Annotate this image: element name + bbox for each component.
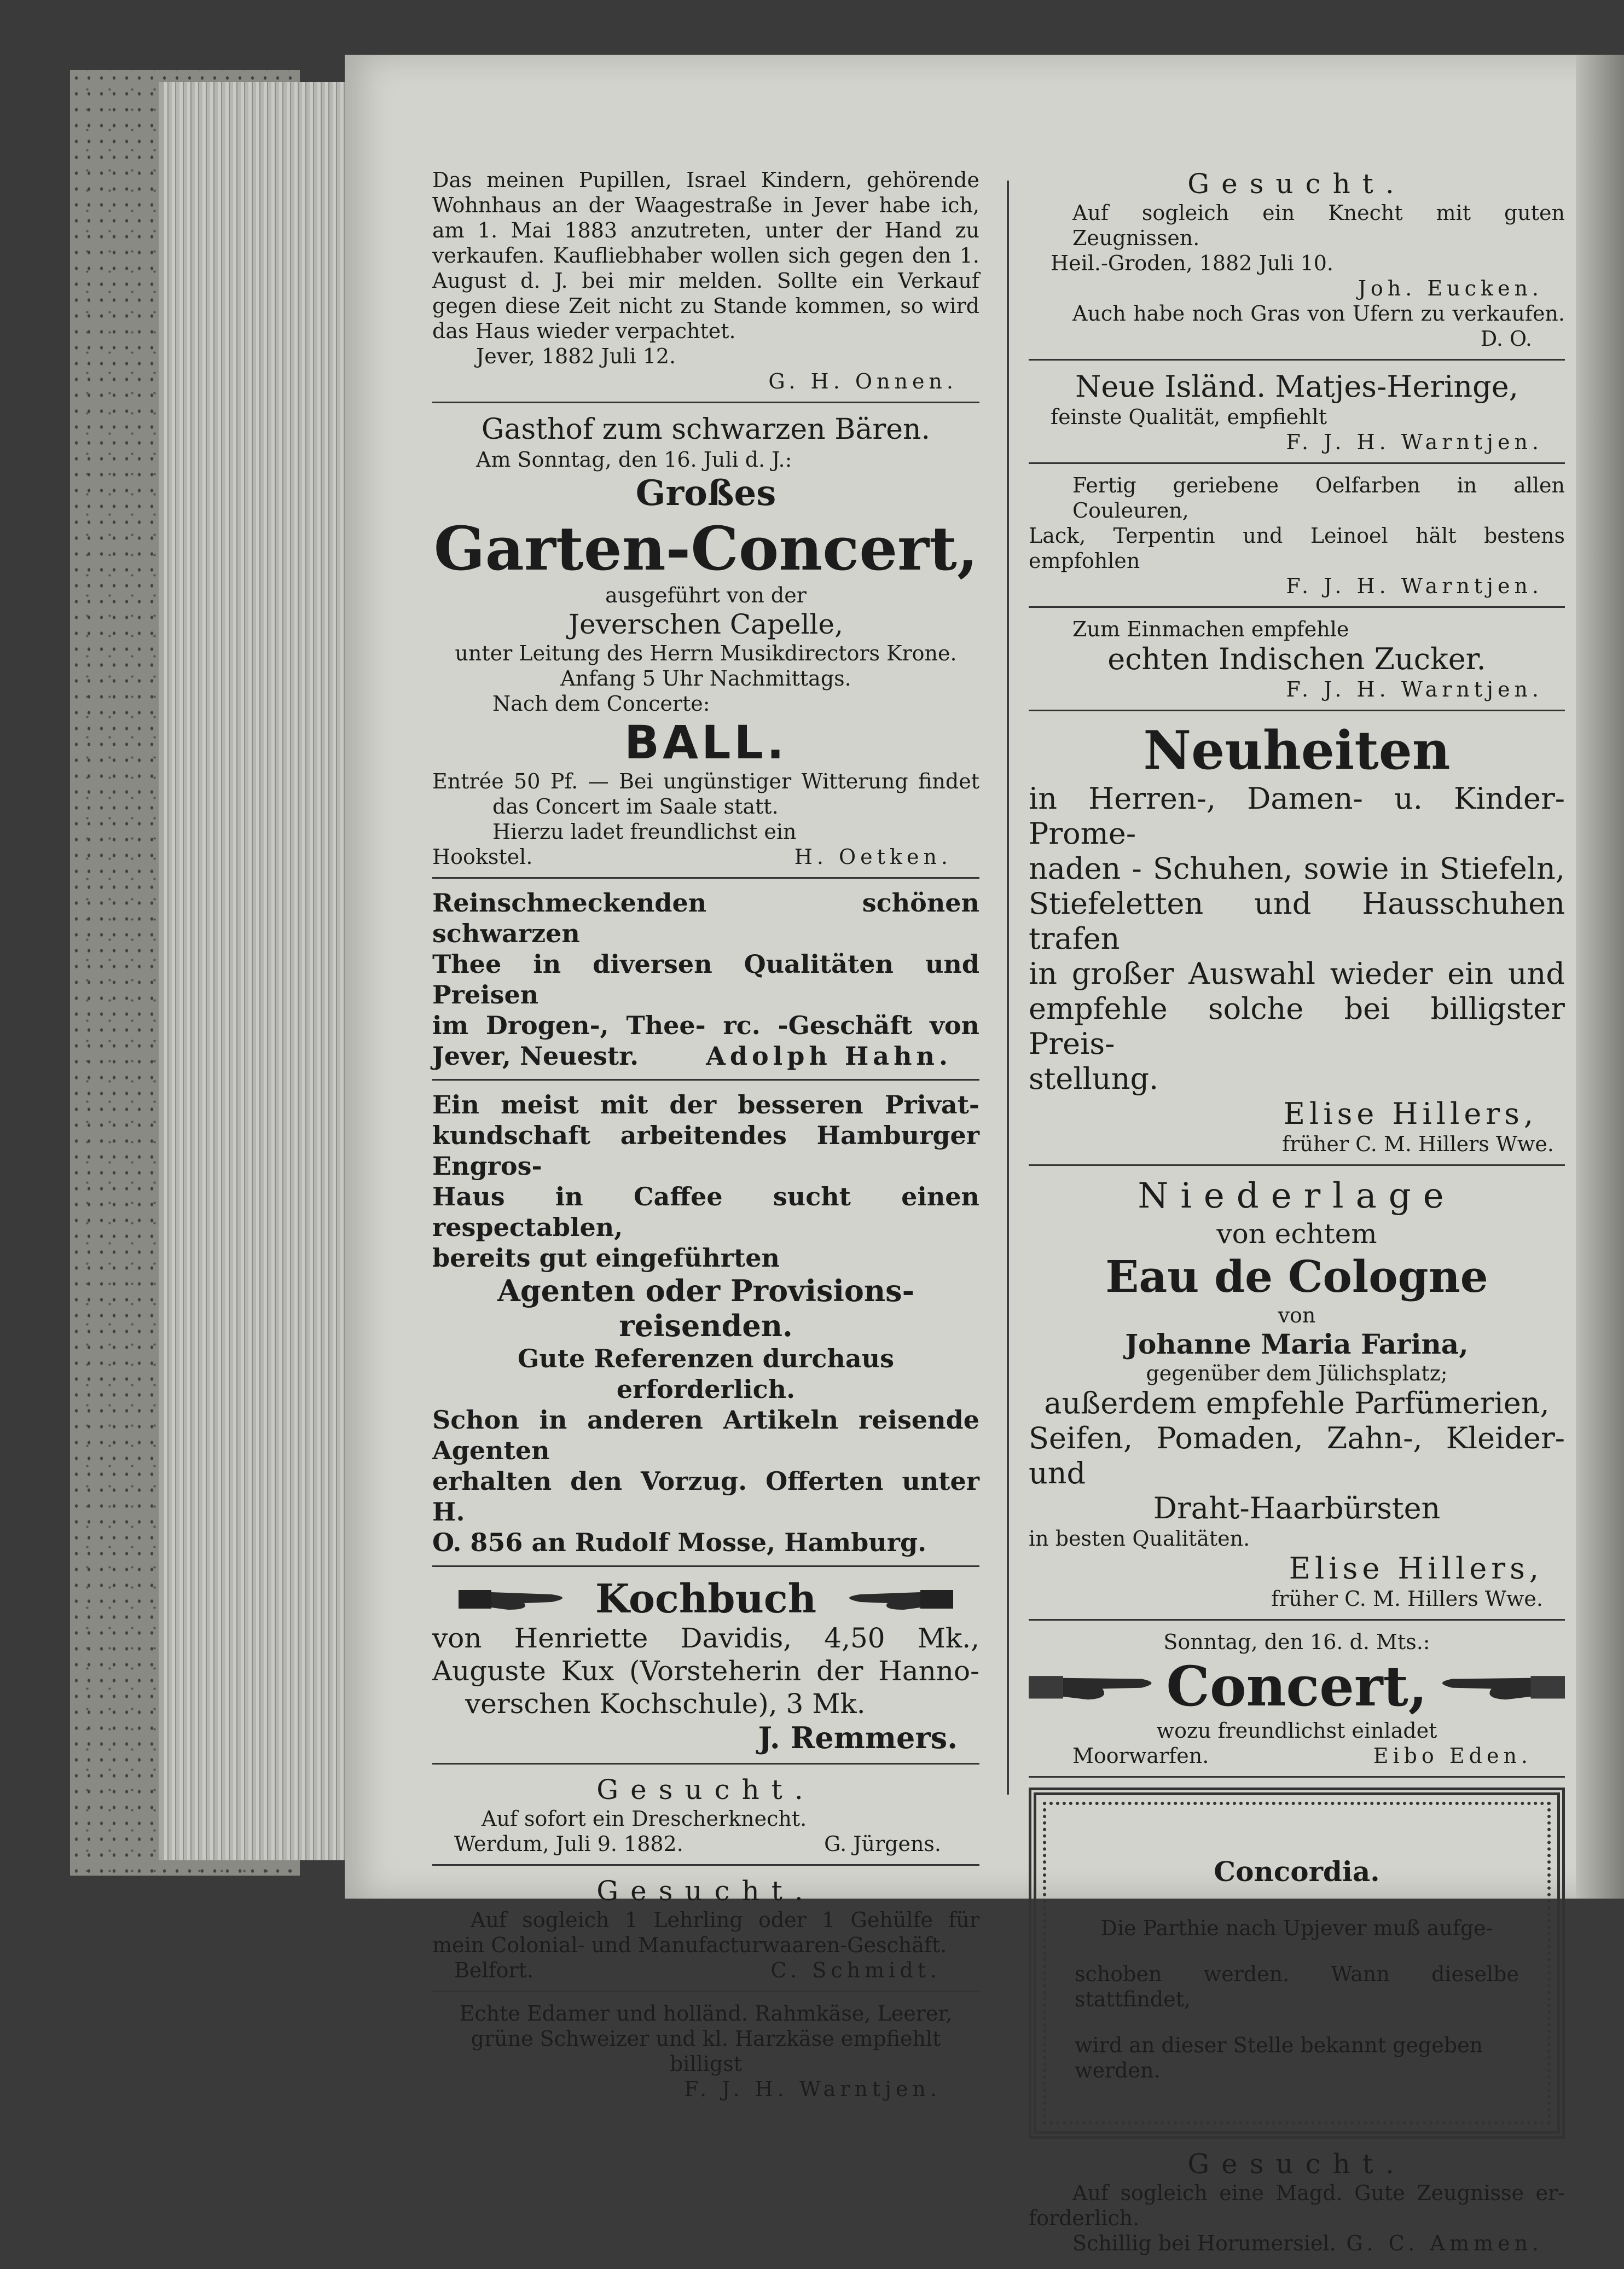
concert-leader: unter Leitung des Herrn Musikdirectors Krone.	[455, 641, 957, 665]
signature: Elise Hillers,	[1289, 1551, 1543, 1586]
text-line: Reinschmeckenden schönen schwarzen	[432, 888, 979, 948]
pointing-hand-left-icon	[1428, 1662, 1565, 1711]
ad-cologne	[1029, 1171, 1565, 1621]
concordia-box	[1058, 1812, 1535, 2115]
concert-after: Nach dem Concerte:	[492, 692, 710, 716]
signature: F. J. H. Warntjen.	[684, 2077, 941, 2101]
text-line: Echte Edamer und holländ. Rahmkäse, Leerer,	[459, 2001, 953, 2026]
sign-row	[1029, 2231, 1565, 2256]
text-line: Thee in diversen Qualitäten und Preisen	[432, 949, 979, 1009]
sign-row	[432, 1041, 979, 1071]
kochbuch-title: Kochbuch	[595, 1575, 817, 1622]
text-line: Draht-Haarbürsten	[1153, 1491, 1441, 1525]
place: Heil.-Groden, 1882 Juli 10.	[1051, 251, 1334, 275]
invite: wozu freundlichst einladet	[1156, 1719, 1437, 1743]
text-line: kundschaft arbeitendes Hamburger Engros-	[432, 1121, 979, 1181]
text-line: Fertig geriebene Oelfarben in allen Couleuren,	[1072, 473, 1565, 523]
text-line: in besten Qualitäten.	[1029, 1527, 1250, 1551]
text-line: in Herren-, Damen- u. Kinder-Prome-	[1029, 781, 1565, 851]
page-fold	[1576, 55, 1624, 1899]
pointing-hand-right-icon	[459, 1582, 579, 1615]
place: Hookstel.	[432, 845, 533, 869]
ball-title: BALL.	[624, 716, 787, 769]
text-line: Zum Einmachen empfehle	[1072, 617, 1349, 641]
pointing-hand-left-icon	[833, 1582, 953, 1615]
ad-kochbuch	[432, 1572, 979, 1765]
text-line: Das meinen Pupillen, Israel Kindern, gehörende	[432, 168, 979, 192]
ad-gesucht-magd	[1029, 2144, 1565, 2264]
concert-date: Sonntag, den 16. d. Mts.:	[1163, 1630, 1430, 1654]
text-line: forderlich.	[1029, 2206, 1140, 2230]
text-line: Auf sofort ein Drescherknecht.	[482, 1807, 807, 1831]
text-line: Seifen, Pomaden, Zahn-, Kleider- und	[1029, 1421, 1565, 1490]
place: Belfort.	[454, 1958, 534, 1982]
text-line: naden - Schuhen, sowie in Stiefeln,	[1029, 851, 1565, 886]
place: Moorwarfen.	[1072, 1744, 1209, 1768]
place-date: Jever, 1882 Juli 12.	[476, 344, 676, 368]
ad-garden-concert	[432, 409, 979, 879]
signature: D. O.	[1480, 327, 1532, 351]
text-line: Gute Referenzen durchaus erforderlich.	[517, 1344, 895, 1404]
text-line: wird an dieser Stelle bekannt gegeben werden.	[1075, 2033, 1483, 2082]
page-edges	[159, 82, 350, 1860]
shoes-head: Neuheiten	[1143, 719, 1451, 781]
concordia-frame	[1029, 1788, 1565, 2139]
text-line: Auf sogleich eine Magd. Gute Zeugnisse er-	[1072, 2181, 1565, 2205]
text-line: Lack, Terpentin und Leinoel hält bestens empfohlen	[1029, 524, 1565, 573]
gesucht-head: Gesucht.	[1187, 168, 1406, 200]
entry-line: das Concert im Saale statt.	[492, 794, 779, 819]
signature: Elise Hillers,	[1283, 1096, 1538, 1131]
text-line: im Drogen-, Thee- rc. -Geschäft von	[432, 1011, 979, 1040]
text-line: O. 856 an Rudolf Mosse, Hamburg.	[432, 1528, 927, 1557]
ad-herings	[1029, 366, 1565, 464]
text-line: August d. J. bei mir melden. Sollte ein Verkauf	[432, 269, 979, 293]
gesucht-head: Gesucht.	[596, 1875, 815, 1907]
sign-row	[432, 844, 979, 869]
formerly: früher C. M. Hillers Wwe.	[1271, 1587, 1543, 1611]
ad-gesucht-lehrling	[432, 1871, 979, 1992]
text-line: Auf sogleich ein Knecht mit guten Zeugnissen.	[1072, 201, 1565, 250]
concert-start: Anfang 5 Uhr Nachmittags.	[560, 666, 851, 690]
text-line: Auguste Kux (Vorsteherin der Hanno-	[432, 1655, 979, 1687]
text-line: verschen Kochschule), 3 Mk.	[465, 1688, 866, 1720]
text-line: Auf sogleich 1 Lehrling oder 1 Gehülfe für	[471, 1908, 979, 1932]
concert-by: ausgeführt von der	[605, 583, 807, 607]
ad-agents	[432, 1086, 979, 1567]
ad-onnen-house	[432, 164, 979, 403]
text-line: am 1. Mai 1883 anzutreten, unter der Hand zu	[432, 218, 979, 242]
ad-shoes	[1029, 717, 1565, 1166]
sign-row	[1029, 1743, 1565, 1768]
signature: F. J. H. Warntjen.	[1286, 430, 1543, 454]
signature: Eibo Eden.	[1373, 1744, 1532, 1768]
text-line: das Haus wieder verpachtet.	[432, 319, 736, 343]
cologne-maker: Johanne Maria Farina,	[1125, 1328, 1469, 1360]
text-line: Wohnhaus an der Waagestraße in Jever habe ich,	[432, 193, 979, 217]
ad-tea	[432, 884, 979, 1081]
ad-concert-moorwarfen	[1029, 1626, 1565, 1778]
text-line: gegen diese Zeit nicht zu Stande kommen, so wird	[432, 294, 979, 318]
column-rule	[1007, 181, 1009, 1795]
ad-cheese	[432, 1998, 979, 2109]
text-line: Die Parthie nach Upjever muß aufge-	[1100, 1916, 1493, 1940]
cologne-head: Niederlage	[1138, 1176, 1456, 1216]
text-line: schoben werden. Wann dieselbe stattfindet,	[1075, 1962, 1519, 2011]
concert-band: Jeverschen Capelle,	[568, 608, 844, 640]
ad-sugar	[1029, 613, 1565, 711]
cologne-opp: gegenüber dem Jülichsplatz;	[1146, 1361, 1448, 1385]
text-line: außerdem empfehle Parfümerien,	[1044, 1386, 1550, 1420]
place: Jever, Neuestr.	[432, 1041, 639, 1071]
text-line: verkaufen. Kaufliebhaber wollen sich gegen den 1.	[432, 243, 979, 268]
ad-paint	[1029, 469, 1565, 608]
venue: Gasthof zum schwarzen Bären.	[481, 413, 931, 446]
text-line: Schon in anderen Artikeln reisende Agenten	[432, 1405, 979, 1465]
pointing-hand-right-icon	[1029, 1662, 1166, 1711]
text-line: Haus in Caffee sucht einen respectablen,	[432, 1182, 979, 1242]
signature: C. Schmidt.	[770, 1958, 941, 1982]
gesucht-head: Gesucht.	[1187, 2148, 1406, 2180]
kochbuch-title-row	[432, 1576, 979, 1622]
cologne-von: von	[1278, 1303, 1316, 1327]
left-column	[432, 164, 979, 2115]
invite: Hierzu ladet freundlichst ein	[492, 820, 797, 844]
text-line: erhalten den Vorzug. Offerten unter H.	[432, 1466, 979, 1527]
text-line: Stiefeletten und Hausschuhen trafen	[1029, 886, 1565, 956]
concordia-title: Concordia.	[1214, 1855, 1380, 1888]
gesucht-head: Gesucht.	[596, 1774, 815, 1806]
formerly: früher C. M. Hillers Wwe.	[1282, 1132, 1554, 1156]
signature: Adolph Hahn.	[706, 1041, 952, 1071]
text-line: in großer Auswahl wieder ein und	[1029, 956, 1565, 991]
text-line: stellung.	[1029, 1061, 1159, 1096]
text-line: bereits gut eingeführten	[432, 1243, 780, 1273]
concert2-title: Concert,	[1166, 1654, 1428, 1719]
text-line: grüne Schweizer und kl. Harzkäse empfiehlt billigst	[471, 2027, 941, 2076]
signature: J. Remmers.	[758, 1720, 958, 1755]
concert-title-2: Garten-Concert,	[433, 513, 978, 584]
text-line: von Henriette Davidis, 4,50 Mk.,	[432, 1622, 979, 1654]
signature: G. Jürgens.	[824, 1832, 941, 1856]
text-line: mein Colonial- und Manufacturwaaren-Geschäft.	[432, 1933, 947, 1957]
herings-head: Neue Isländ. Matjes-Heringe,	[1075, 369, 1518, 404]
concert-title-row	[1029, 1655, 1565, 1718]
place: Werdum, Juli 9. 1882.	[454, 1832, 683, 1856]
sign-row	[432, 1958, 979, 1983]
signature: G. H. Onnen.	[768, 369, 958, 393]
signature: F. J. H. Warntjen.	[1286, 677, 1543, 701]
place: Schillig bei Horumersiel.	[1072, 2231, 1336, 2255]
sign-row	[432, 1831, 979, 1856]
text-line: feinste Qualität, empfiehlt	[1051, 405, 1327, 429]
ad-gesucht-knecht	[1029, 164, 1565, 361]
right-column	[1029, 164, 1565, 2269]
agents-head-1: Agenten oder Provisions-	[497, 1273, 914, 1308]
entry-line: Entrée 50 Pf. — Bei ungünstiger Witterung findet	[432, 769, 979, 793]
sugar-head: echten Indischen Zucker.	[1107, 642, 1486, 676]
signature: H. Oetken.	[794, 845, 952, 869]
concert-date: Am Sonntag, den 16. Juli d. J.:	[476, 448, 792, 472]
signature: G. C. Ammen.	[1346, 2231, 1543, 2255]
cologne-sub: von echtem	[1216, 1218, 1377, 1250]
ad-gesucht-drescher	[432, 1770, 979, 1866]
text-line: Auch habe noch Gras von Ufern zu verkaufen.	[1072, 301, 1565, 326]
cologne-title: Eau de Cologne	[1105, 1251, 1488, 1302]
agents-head-2: reisenden.	[619, 1308, 793, 1343]
signature: Joh. Eucken.	[1358, 276, 1543, 300]
text-line: empfehle solche bei billigster Preis-	[1029, 991, 1565, 1061]
signature: F. J. H. Warntjen.	[1286, 574, 1543, 598]
concert-title-1: Großes	[635, 473, 776, 514]
text-line: Ein meist mit der besseren Privat-	[432, 1090, 979, 1119]
